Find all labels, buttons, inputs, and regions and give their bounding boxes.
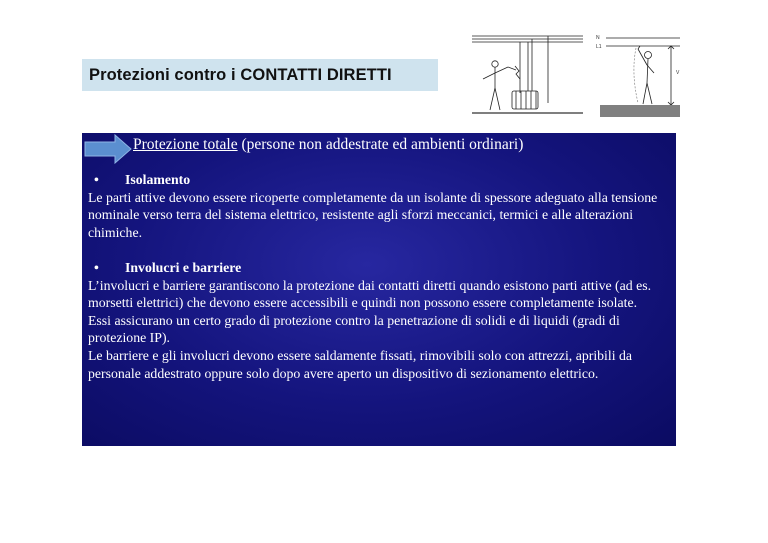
- panel-body: [88, 171, 674, 382]
- label-v: V: [676, 70, 680, 76]
- paragraph: L’involucri e barriere garantiscono la protezione dai contatti diretti quando esistono parti attive (ad es. morsetti elettrici) che devono essere accessibili e quindi non possono essere completamente isolate.: [88, 277, 652, 311]
- section-heading: [133, 136, 523, 154]
- paragraph: Essi assicurano un certo grado di protezione contro la penetrazione di solidi e di liquidi (gradi di protezione IP).: [88, 312, 620, 346]
- bullet-marker: •: [94, 172, 99, 187]
- heading-underlined: Protezione totale: [133, 136, 238, 153]
- bullet-isolamento: [88, 171, 674, 189]
- heading-rest: (persone non addestrate ed ambienti ordinari): [237, 136, 524, 153]
- person-touching-wire-illustration: [470, 33, 585, 117]
- page-title: Protezioni contro i CONTATTI DIRETTI: [89, 65, 392, 84]
- bullet-marker: •: [94, 259, 99, 275]
- label-n: N: [596, 35, 600, 41]
- paragraph: Le barriere e gli involucri devono essere saldamente fissati, rimovibili solo con attrezzi, apribili da personale addestrato oppure solo dopo avere aperto un dispositivo di sezionamento elettrico.: [88, 347, 633, 381]
- bullet-involucri: [88, 259, 674, 277]
- bullet-title: Involucri e barriere: [125, 259, 242, 275]
- person-touching-line-illustration: [596, 33, 680, 117]
- paragraph: Le parti attive devono essere ricoperte completamente da un isolante di spessore adeguato alla tensione nominale verso terra del sistema elettrico, resistente agli sforzi meccanici, termici e alle alterazioni chimiche.: [88, 189, 658, 240]
- protection-panel: [82, 133, 676, 446]
- arrow-right-icon: [84, 134, 132, 164]
- bullet-title: Isolamento: [125, 172, 191, 187]
- label-l1: L1: [596, 44, 602, 50]
- title-box: [82, 59, 438, 91]
